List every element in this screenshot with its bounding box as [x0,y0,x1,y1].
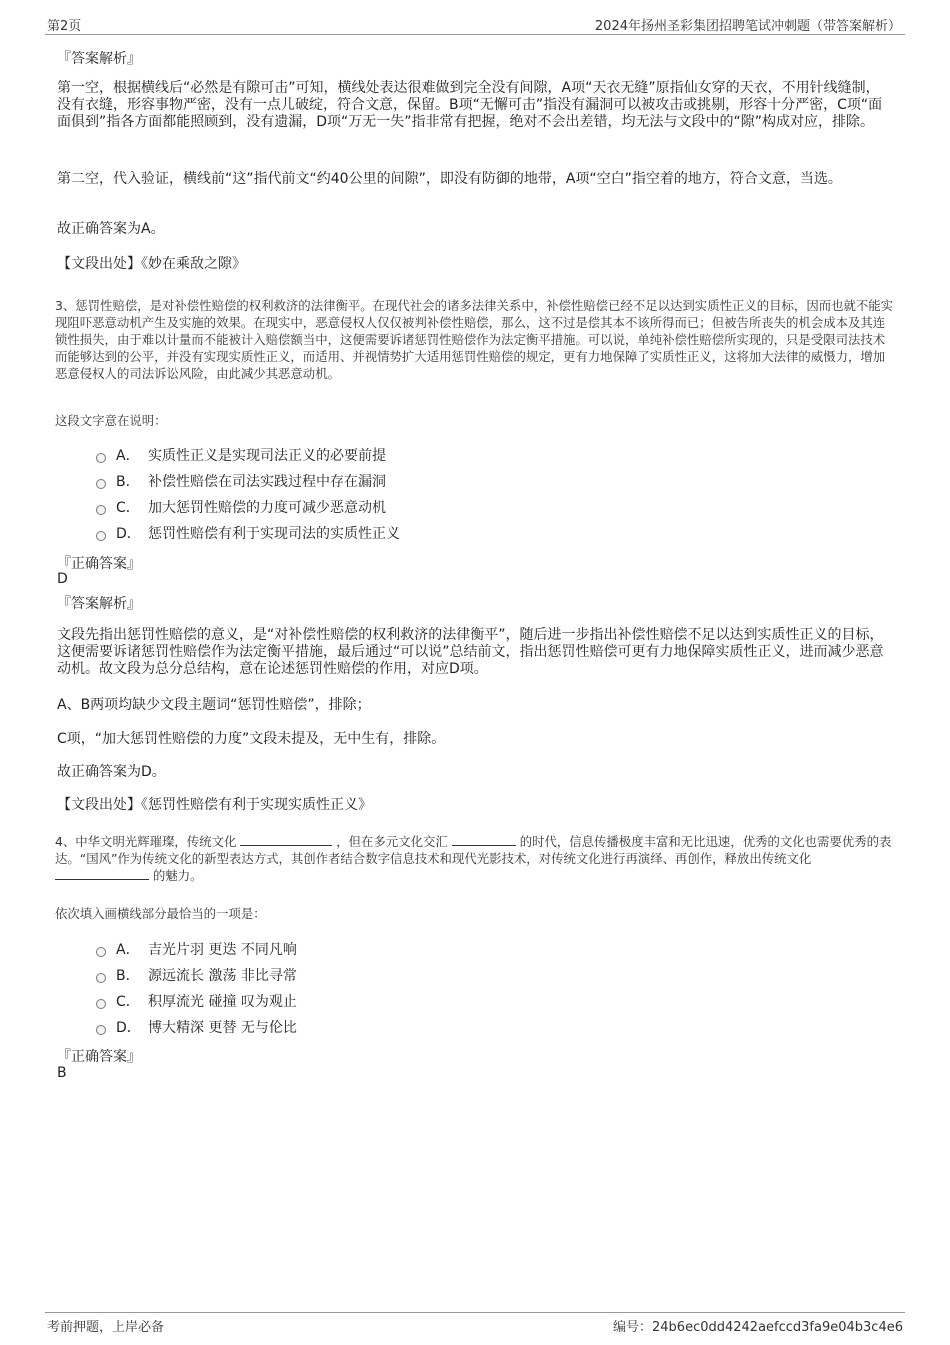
q3-analysis-paragraph-2: A、B两项均缺少文段主题词“惩罚性赔偿”，排除； [57,697,371,713]
radio-icon[interactable] [96,505,106,515]
page-footer [45,1312,905,1335]
document-title: 2024年扬州圣彩集团招聘笔试冲刺题（带答案解析） [594,19,901,34]
fill-blank-1 [240,833,332,846]
q3-option-a[interactable]: A． 实质性正义是实现司法正义的必要前提 [96,444,386,466]
radio-icon[interactable] [96,1025,106,1035]
q2-source: 【文段出处】《妙在乘敌之隙》 [57,256,246,272]
q3-source: 【文段出处】《惩罚性赔偿有利于实现实质性正义》 [57,797,372,813]
q4-prompt: 依次填入画横线部分最恰当的一项是： [55,906,266,921]
footer-slogan: 考前押题，上岸必备 [47,1320,165,1335]
radio-icon[interactable] [96,453,106,463]
fill-blank-2 [452,833,516,846]
q3-option-b[interactable]: B． 补偿性赔偿在司法实践过程中存在漏洞 [96,470,386,492]
q4-correct-answer: B [57,1065,67,1081]
q4-stem: 4、中华文明光辉璀璨，传统文化 ，但在多元文化交汇 的时代，信息传播极度丰富和无比迅速，优秀的文化也需要优秀的表达。“国风”作为传统文化的新型表达方式，其创作者结合数字信息技术和现代光影技术，对传统文化进行再演绎、再创作，释放出传统文化 的魅力。 [55,834,892,883]
q3-option-c[interactable]: C． 加大惩罚性赔偿的力度可减少恶意动机 [96,496,386,518]
q3-correct-answer: D [57,571,68,587]
q4-option-c[interactable]: C． 积厚流光 碰撞 叹为观止 [96,990,297,1012]
q3-analysis-paragraph-3: C项，“加大惩罚性赔偿的力度”文段未提及，无中生有，排除。 [57,731,446,747]
q3-correct-label: 『正确答案』 [57,556,141,572]
q3-analysis-label: 『答案解析』 [57,596,141,612]
q3-analysis-paragraph-1: 文段先指出惩罚性赔偿的意义，是“对补偿性赔偿的权利救济的法律衡平”，随后进一步指出补偿性赔偿不足以达到实质性正义的目标，这便需要诉诸惩罚性赔偿作为法定衡平措施，最后通过“可以说”总结前文，指出惩罚性赔偿可更有力地保障实质性正义，进而减少恶意动机。故文段为总分总结构，意在论述惩罚性赔偿的作用，对应D项。 [57,627,884,677]
q3-prompt: 这段文字意在说明： [55,413,167,428]
radio-icon[interactable] [96,973,106,983]
q4-correct-label: 『正确答案』 [57,1049,141,1065]
q2-analysis-paragraph-1: 第一空，根据横线后“必然是有隙可击”可知，横线处表达很难做到完全没有间隙，A项“天衣无缝”原指仙女穿的天衣，不用针线缝制，没有衣缝，形容事物严密，没有一点儿破绽，符合文意，保留。B项“无懈可击”指没有漏洞可以被攻击或挑剔，形容十分严密，C项“面面俱到”指各方面都能照顾到，没有遗漏，D项“万无一失”指非常有把握，绝对不会出差错，均无法与文段中的“隙”构成对应，排除。 [57,80,883,130]
page-number: 第2页 [47,19,82,34]
q2-analysis-paragraph-2: 第二空，代入验证，横线前“这”指代前文“约40公里的间隙”，即没有防御的地带，A项“空白”指空着的地方，符合文意，当选。 [57,171,842,187]
q3-conclusion: 故正确答案为D。 [57,764,166,780]
radio-icon[interactable] [96,531,106,541]
q2-conclusion: 故正确答案为A。 [57,221,165,237]
fill-blank-3 [55,867,149,880]
q4-option-a[interactable]: A． 吉光片羽 更迭 不同凡响 [96,938,297,960]
q4-option-b[interactable]: B． 源远流长 激荡 非比寻常 [96,964,297,986]
q3-option-d[interactable]: D． 惩罚性赔偿有利于实现司法的实质性正义 [96,522,400,544]
q4-option-d[interactable]: D． 博大精深 更替 无与伦比 [96,1016,297,1038]
radio-icon[interactable] [96,479,106,489]
q3-stem: 3、惩罚性赔偿，是对补偿性赔偿的权利救济的法律衡平。在现代社会的诸多法律关系中，补偿性赔偿已经不足以达到实质性正义的目标，因而也就不能实现阻吓恶意动机产生及实施的效果。在现实中，恶意侵权人仅仅被判补偿性赔偿，那么，这不过是偿其本不该所得而已；但被告所丧失的机会成本及其连锁性损失，由于难以计量而不能被计入赔偿额当中，这便需要诉诸惩罚性赔偿作为法定衡平措施。可以说，单纯补偿性赔偿所实现的，只是受限司法技术而能够达到的公平，并没有实现实质性正义，而适用、并视情势扩大适用惩罚性赔偿的规定，更有力地保障了实质性正义，这将加大法律的威慑力，增加恶意侵权人的司法诉讼风险，由此减少其恶意动机。 [55,298,894,381]
page-header [45,14,905,35]
q2-analysis-label: 『答案解析』 [57,51,141,67]
radio-icon[interactable] [96,947,106,957]
radio-icon[interactable] [96,999,106,1009]
document-code: 编号：24b6ec0dd4242aefccd3fa9e04b3c4e6 [613,1320,903,1335]
